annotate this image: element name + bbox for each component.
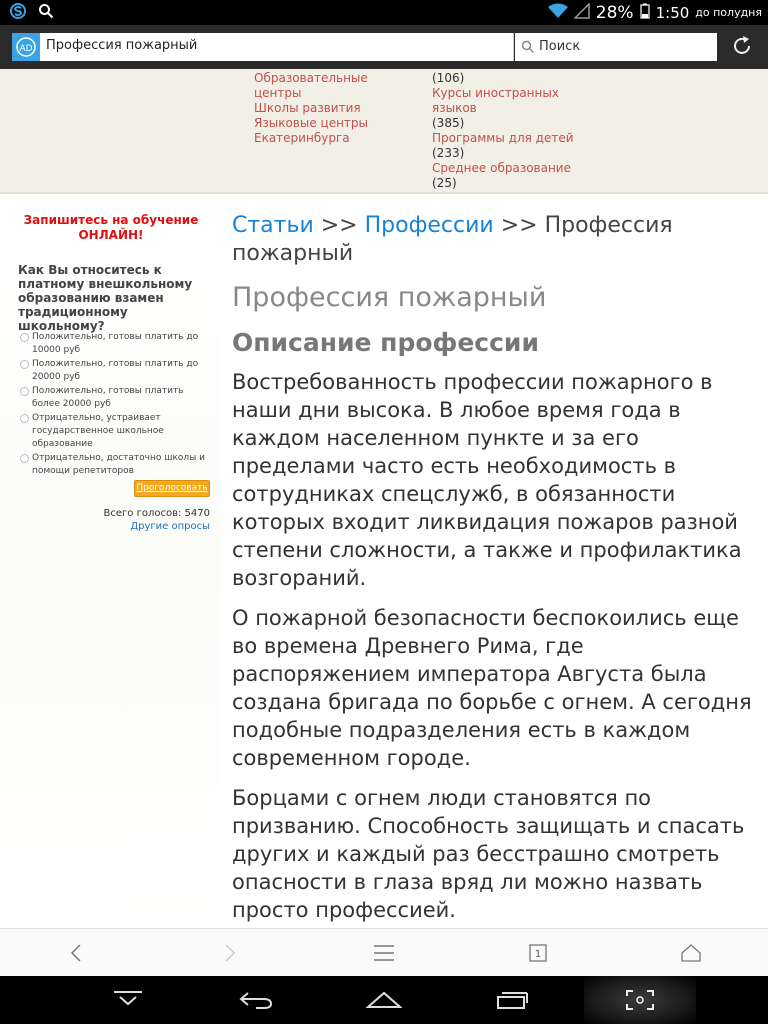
poll-option[interactable] (18, 358, 208, 384)
recents-icon[interactable] (494, 988, 530, 1012)
s-app-icon (10, 3, 26, 23)
radio-button[interactable] (20, 360, 29, 369)
radio-button[interactable] (20, 387, 29, 396)
browser-toolbar (0, 25, 768, 69)
search-placeholder[interactable]: Поиск (539, 39, 581, 54)
breadcrumb (232, 212, 752, 268)
browser-bottom-bar (0, 928, 768, 976)
category-column-1 (254, 71, 404, 146)
url-text[interactable]: Профессия пожарный (46, 38, 198, 53)
category-count: (233) (432, 146, 465, 160)
article (232, 212, 752, 924)
status-bar (0, 0, 768, 25)
breadcrumb-current: Профессия пожарный (232, 213, 673, 266)
url-bar[interactable] (12, 33, 514, 61)
poll-option-label: Отрицательно, достаточно школы и помощи репетиторов (32, 453, 205, 476)
svg-text:AD: AD (19, 44, 33, 54)
article-paragraph: О пожарной безопасности беспокоились еще во времена Древнего Рима, где распоряжением императора Августа была создана бригада по борьбе с огнем. А сегодня подобные подразделения есть в каждом современном городе. (232, 606, 752, 770)
breadcrumb-articles[interactable]: Статьи (232, 213, 314, 238)
breadcrumb-professions[interactable]: Профессии (364, 213, 494, 238)
sidebar (0, 196, 220, 928)
hide-keyboard-icon[interactable] (110, 988, 146, 1012)
poll-option[interactable] (18, 331, 208, 357)
radio-button[interactable] (20, 454, 29, 463)
category-count: (106) (432, 71, 465, 85)
vote-button[interactable]: Проголосовать (134, 480, 210, 497)
promo-link[interactable]: Запишитесь на обучение ОНЛАЙН! (23, 213, 199, 242)
category-link[interactable]: Программы для детей (432, 131, 574, 145)
search-icon (521, 39, 535, 58)
category-link[interactable]: Образовательные центры (254, 71, 368, 100)
category-count: (25) (432, 176, 457, 190)
forward-arrow-icon[interactable] (218, 941, 242, 965)
category-link[interactable]: Среднее образование (432, 161, 571, 175)
other-polls-link[interactable]: Другие опросы (130, 521, 210, 532)
browser-logo-icon[interactable] (12, 33, 40, 61)
total-votes: Всего голосов: 5470 (103, 508, 210, 519)
back-arrow-icon[interactable] (64, 941, 88, 965)
category-count: (385) (432, 116, 465, 130)
section-heading: Описание профессии (232, 328, 539, 357)
category-link[interactable]: Школы развития (254, 101, 361, 115)
category-column-2 (432, 71, 582, 191)
poll-option-label: Положительно, готовы платить более 20000 руб (32, 386, 184, 409)
article-paragraph: Востребованность профессии пожарного в наши дни высока. В любое время года в каждом населенном пункте и за его пределами часто есть необходимость в сотрудниках спецслужб, в обязанности которых входит ликвидация пожаров разной степени сложности, а также и профилактика возгораний. (232, 370, 742, 590)
system-nav-bar (0, 976, 768, 1024)
signal-icon (574, 3, 590, 23)
poll-option-label: Отрицательно, устраивает государственное школьное образование (32, 413, 164, 449)
breadcrumb-separator: >> (313, 213, 365, 238)
search-bar[interactable] (515, 33, 717, 61)
poll-option[interactable] (18, 412, 208, 451)
category-link[interactable]: Курсы иностранных языков (432, 86, 559, 115)
radio-button[interactable] (20, 333, 29, 342)
poll-option-label: Положительно, готовы платить до 10000 руб (32, 332, 199, 355)
poll-option-label: Положительно, готовы платить до 20000 руб (32, 359, 199, 382)
battery-icon (640, 3, 650, 23)
clock-time: 1:50 (655, 3, 690, 22)
menu-icon[interactable] (372, 941, 396, 965)
poll-option[interactable] (18, 452, 208, 478)
article-paragraph: Борцами с огнем люди становятся по призванию. Способность защищать и спасать других и каждый раз бесстрашно смотреть опасности в глаза вряд ли можно назвать просто профессией. (232, 786, 745, 922)
screenshot-icon[interactable] (622, 988, 658, 1012)
page-title: Профессия пожарный (232, 282, 547, 313)
search-icon (38, 3, 54, 23)
clock-ampm: до полудня (695, 6, 762, 19)
category-link[interactable]: Языковые центры Екатеринбурга (254, 116, 369, 145)
category-band (0, 69, 768, 194)
wifi-icon (548, 3, 568, 23)
tabs-icon[interactable] (526, 941, 550, 965)
tab-count: 1 (534, 949, 542, 960)
poll-options (18, 331, 208, 479)
home-icon[interactable] (679, 941, 703, 965)
radio-button[interactable] (20, 414, 29, 423)
back-icon[interactable] (238, 988, 274, 1012)
battery-percent: 28% (595, 2, 634, 23)
poll-option[interactable] (18, 385, 208, 411)
home-icon[interactable] (366, 988, 402, 1012)
poll-question: Как Вы относитесь к платному внешкольному образованию взамен традиционному школьному? (18, 263, 193, 333)
reload-icon[interactable] (730, 34, 754, 62)
breadcrumb-separator: >> (493, 213, 545, 238)
